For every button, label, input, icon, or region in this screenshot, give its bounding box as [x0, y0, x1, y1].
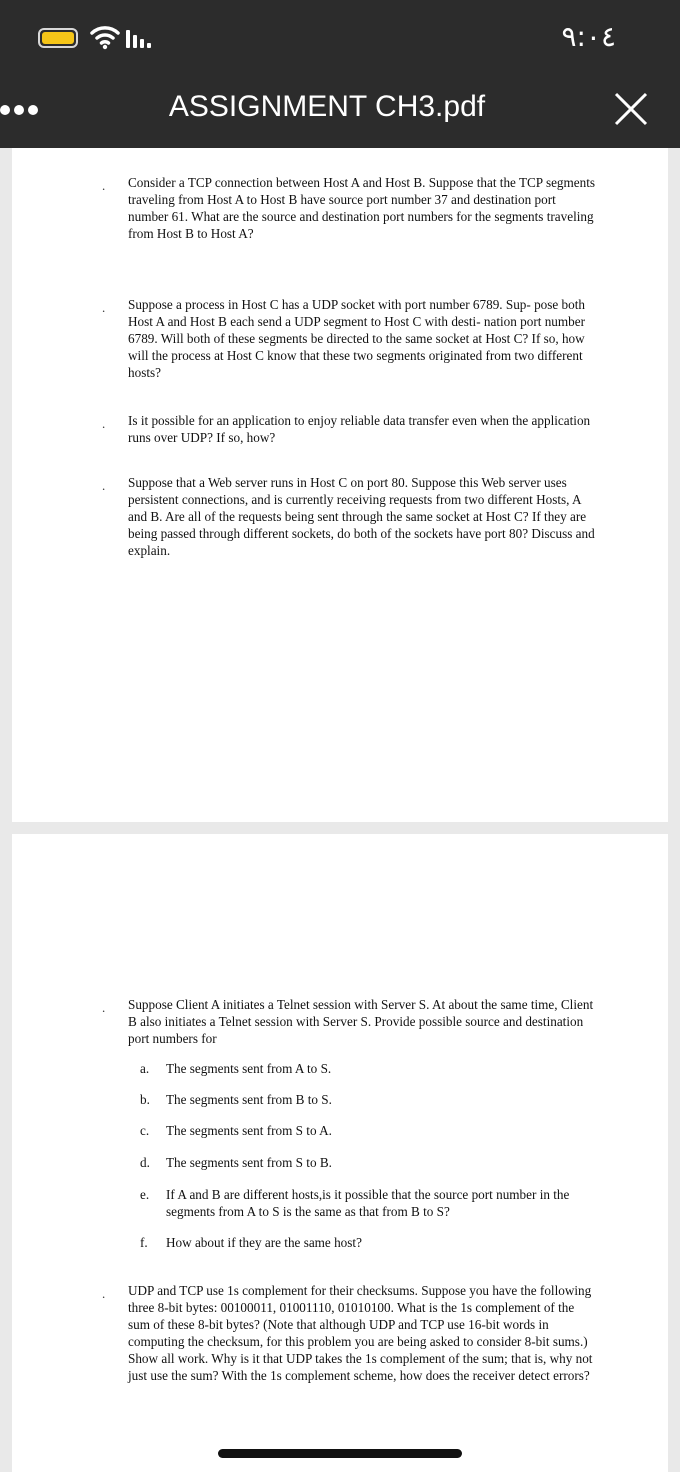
bullet-marker: . — [102, 1000, 106, 1015]
pdf-page-2[interactable] — [12, 834, 668, 1472]
bullet-marker: . — [102, 178, 106, 193]
cellular-signal-icon — [126, 26, 151, 48]
question-2: Suppose a process in Host C has a UDP socket with port number 6789. Sup- pose both Host A and Host B each send a UDP segment to Host C with desti- nation port number 6789. Will both of these segments be directed to the same socket at Host C? If so, how will the process at Host C know that these two segments originated from two different hosts? — [128, 297, 586, 380]
subitem-text: If A and B are different hosts,is it possible that the source port number in the segments from A to S is the same as that from B to S? — [166, 1187, 570, 1219]
question-4: Suppose that a Web server runs in Host C on port 80. Suppose this Web server uses persistent connections, and is currently receiving requests from two different Hosts, A and B. Are all of the requests being sent through the same socket at Host C? If they are being passed through different sockets, do both of the sockets have port 80? Discuss and explain. — [128, 475, 595, 558]
subitem-text: The segments sent from S to B. — [166, 1155, 332, 1170]
bullet-marker: . — [102, 1286, 106, 1301]
subitem-text: The segments sent from S to A. — [166, 1123, 332, 1138]
question-1: Consider a TCP connection between Host A and Host B. Suppose that the TCP segments traveling from Host A to Host B have source port number 37 and destination port number 61. What are the source and destination port numbers for the segments traveling from Host B to Host A? — [128, 175, 596, 241]
status-time: ٩:٠٤ — [561, 20, 616, 53]
question-3: Is it possible for an application to enjoy reliable data transfer even when the application runs over UDP? If so, how? — [128, 413, 591, 445]
pdf-page-1[interactable] — [12, 148, 668, 822]
document-header — [0, 80, 680, 148]
subitem-text: The segments sent from A to S. — [166, 1061, 332, 1076]
document-title: ASSIGNMENT CH3.pdf — [168, 90, 486, 123]
question-5: Suppose Client A initiates a Telnet session with Server S. At about the same time, Client B also initiates a Telnet session with Server S. Provide possible source and destination port numbers for — [128, 997, 594, 1046]
subitem-text: The segments sent from B to S. — [166, 1092, 332, 1107]
bullet-marker: . — [102, 416, 106, 431]
question-6: UDP and TCP use 1s complement for their checksums. Suppose you have the following three 8-bit bytes: 00100011, 01001110, 01010100. What is the 1s complement of the sum of these 8-bit bytes? (Note that although UDP and TCP use 16-bit words in computing the checksum, for this problem you are being asked to consider 8-bit sums.) Show all work. Why is it that UDP takes the 1s complement of the sum; that is, why not just use the sum? With the 1s complement scheme, how does the receiver detect errors? — [128, 1283, 593, 1383]
bullet-marker: . — [102, 300, 106, 315]
bullet-marker: . — [102, 478, 106, 493]
subitem-label: f. — [140, 1235, 148, 1250]
subitem-label: b. — [140, 1092, 150, 1107]
subitem-label: c. — [140, 1123, 150, 1138]
subitem-label: e. — [140, 1187, 150, 1202]
battery-icon — [38, 28, 78, 48]
subitem-label: d. — [140, 1155, 150, 1170]
home-indicator[interactable] — [218, 1449, 462, 1458]
close-icon[interactable] — [612, 90, 650, 128]
wifi-icon — [90, 24, 120, 50]
subitem-text: How about if they are the same host? — [166, 1235, 362, 1250]
status-bar — [0, 0, 680, 80]
subitem-label: a. — [140, 1061, 150, 1076]
